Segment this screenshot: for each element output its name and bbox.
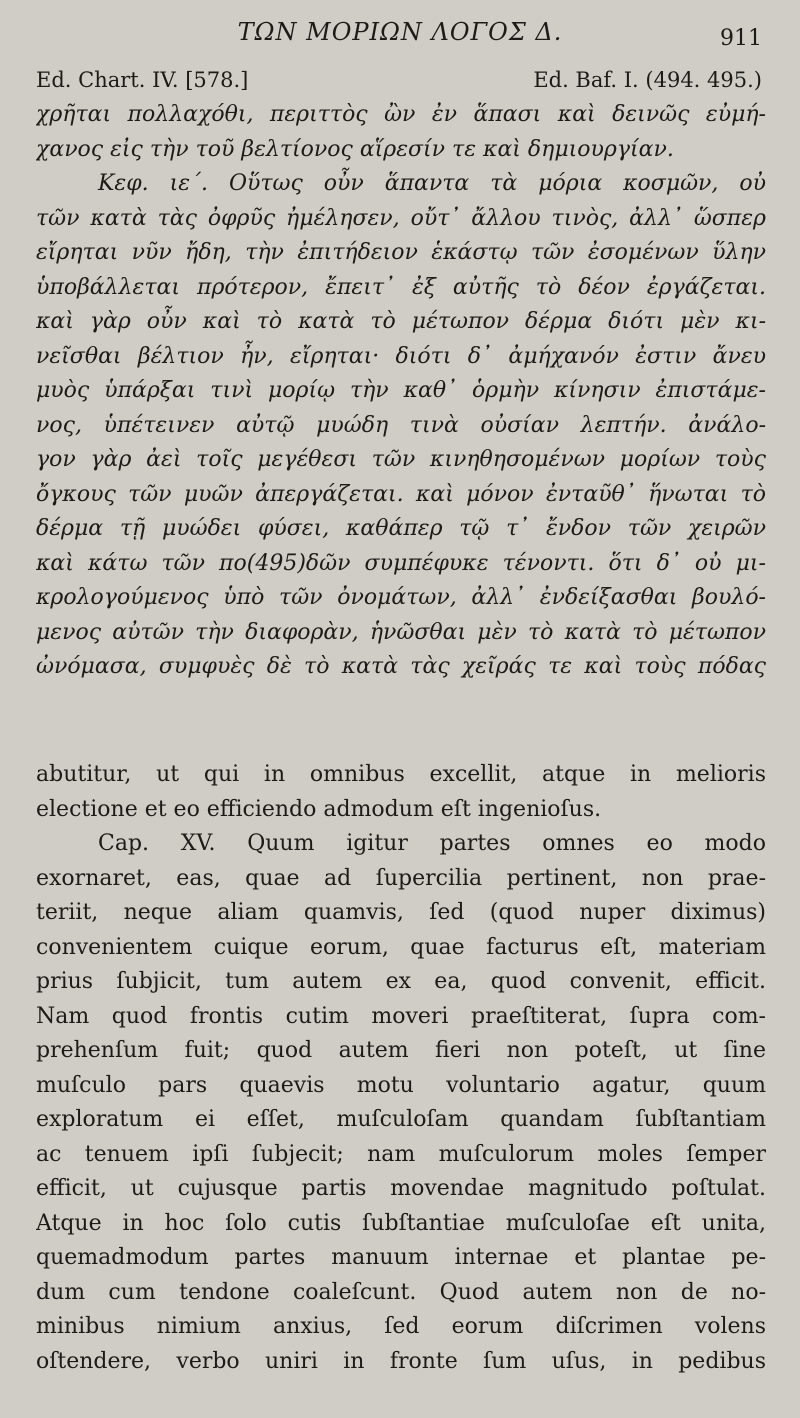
greek-text-line: καὶ κάτω τῶν πο(495)δῶν συμπέφυκε τένοντι. ὅτι δ᾽ οὐ μι- [36, 550, 766, 576]
latin-text-line: ac tenuem ipſi ſubjecit; nam muſculorum moles ſemper [36, 1141, 766, 1167]
latin-text-line: exornaret, eas, quae ad ſupercilia pertinent, non prae- [36, 865, 766, 891]
greek-text-line: τῶν κατὰ τὰς ὀφρῦς ἠμέλησεν, οὔτ᾽ ἄλλου τινὸς, ἀλλ᾽ ὥσπερ [36, 205, 766, 231]
edition-reference-bas: Ed. Baf. I. (494. 495.) [533, 68, 762, 92]
latin-text-line: convenientem cuique eorum, quae facturus eſt, materiam [36, 934, 766, 960]
latin-text-line: electione et eo efficiendo admodum eſt ingenioſus. [36, 796, 602, 822]
greek-text-line: χρῆται πολλαχόθι, περιττὸς ὢν ἐν ἅπασι καὶ δεινῶς εὐμή- [36, 102, 766, 127]
latin-text-line: Cap. XV. Quum igitur partes omnes eo modo [98, 831, 766, 856]
latin-text-line: quemadmodum partes manuum internae et plantae pe- [36, 1245, 766, 1270]
latin-text-line: oſtendere, verbo uniri in fronte ſum uſus, in pedibus [36, 1348, 766, 1374]
greek-text-line: ὑποβάλλεται πρότερον, ἔπειτ᾽ ἐξ αὐτῆς τὸ δέον ἐργάζεται. [36, 274, 766, 300]
latin-text-line: abutitur, ut qui in omnibus excellit, atque in melioris [36, 762, 766, 787]
greek-text-line: μυὸς ὑπάρξαι τινὶ μορίῳ τὴν καθ᾽ ὁρμὴν κίνησιν ἐπιστάμε- [36, 378, 766, 403]
greek-text-block [36, 98, 766, 685]
greek-text-line: εἴρηται νῦν ἤδη, τὴν ἐπιτήδειον ἑκάστῳ τῶν ἐσομένων ὕλην [36, 240, 766, 265]
latin-text-line: muſculo pars quaevis motu voluntario agatur, quum [36, 1072, 766, 1098]
latin-text-line: Atque in hoc ſolo cutis ſubſtantiae muſculoſae eſt unita, [36, 1210, 766, 1236]
greek-text-line: ὄγκους τῶν μυῶν ἀπεργάζεται. καὶ μόνον ἐνταῦθ᾽ ἥνωται τὸ [36, 481, 766, 507]
greek-text-line: νος, ὑπέτεινεν αὐτῷ μυώδη τινὰ οὐσίαν λεπτήν. ἀνάλο- [36, 412, 766, 438]
running-head: ΤΩΝ ΜΟΡΙΩΝ ΛΟΓΟΣ Δ. [237, 18, 563, 46]
greek-text-line: μενος αὐτῶν τὴν διαφορὰν, ἡνῶσθαι μὲν τὸ κατὰ τὸ μέτωπον [36, 619, 766, 645]
greek-text-line: γον γὰρ ἀεὶ τοῖς μεγέθεσι τῶν κινηθησομένων μορίων τοὺς [36, 447, 766, 472]
edition-reference-chart: Ed. Chart. IV. [578.] [36, 68, 249, 92]
latin-text-line: efficit, ut cujusque partis movendae magnitudo poſtulat. [36, 1176, 766, 1201]
latin-text-line: minibus nimium anxius, ſed eorum diſcrimen volens [36, 1314, 766, 1339]
page-number: 911 [720, 26, 762, 51]
greek-text-line: χανος εἰς τὴν τοῦ βελτίονος αἵρεσίν τε καὶ δημιουργίαν. [36, 136, 674, 162]
greek-text-line: ὠνόμασα, συμφυὲς δὲ τὸ κατὰ τὰς χεῖράς τε καὶ τοὺς πόδας [36, 654, 766, 679]
latin-text-line: exploratum ei eſſet, muſculoſam quandam ſubſtantiam [36, 1107, 766, 1132]
greek-text-line: καὶ γὰρ οὖν καὶ τὸ κατὰ τὸ μέτωπον δέρμα διότι μὲν κι- [36, 309, 766, 334]
greek-text-line: κρολογούμενος ὑπὸ τῶν ὀνομάτων, ἀλλ᾽ ἐνδείξασθαι βουλό- [36, 585, 766, 610]
latin-text-line: prius ſubjicit, tum autem ex ea, quod convenit, efficit. [36, 969, 766, 994]
greek-text-line: νεῖσθαι βέλτιον ἦν, εἴρηται· διότι δ᾽ ἀμήχανόν ἐστιν ἄνευ [36, 343, 766, 369]
greek-text-line: δέρμα τῇ μυώδει φύσει, καθάπερ τῷ τ᾽ ἔνδον τῶν χειρῶν [36, 516, 766, 541]
latin-text-line: prehenſum fuit; quod autem fieri non poteſt, ut ſine [36, 1038, 766, 1063]
greek-text-line: Κεφ. ιε΄. Οὕτως οὖν ἅπαντα τὰ μόρια κοσμῶν, οὐ [98, 171, 766, 196]
latin-text-line: teriit, neque aliam quamvis, ſed (quod nuper diximus) [36, 900, 766, 925]
latin-text-block [36, 758, 766, 1379]
latin-text-line: dum cum tendone coaleſcunt. Quod autem non de no- [36, 1279, 766, 1305]
latin-text-line: Nam quod frontis cutim moveri praeſtiterat, ſupra com- [36, 1003, 766, 1029]
